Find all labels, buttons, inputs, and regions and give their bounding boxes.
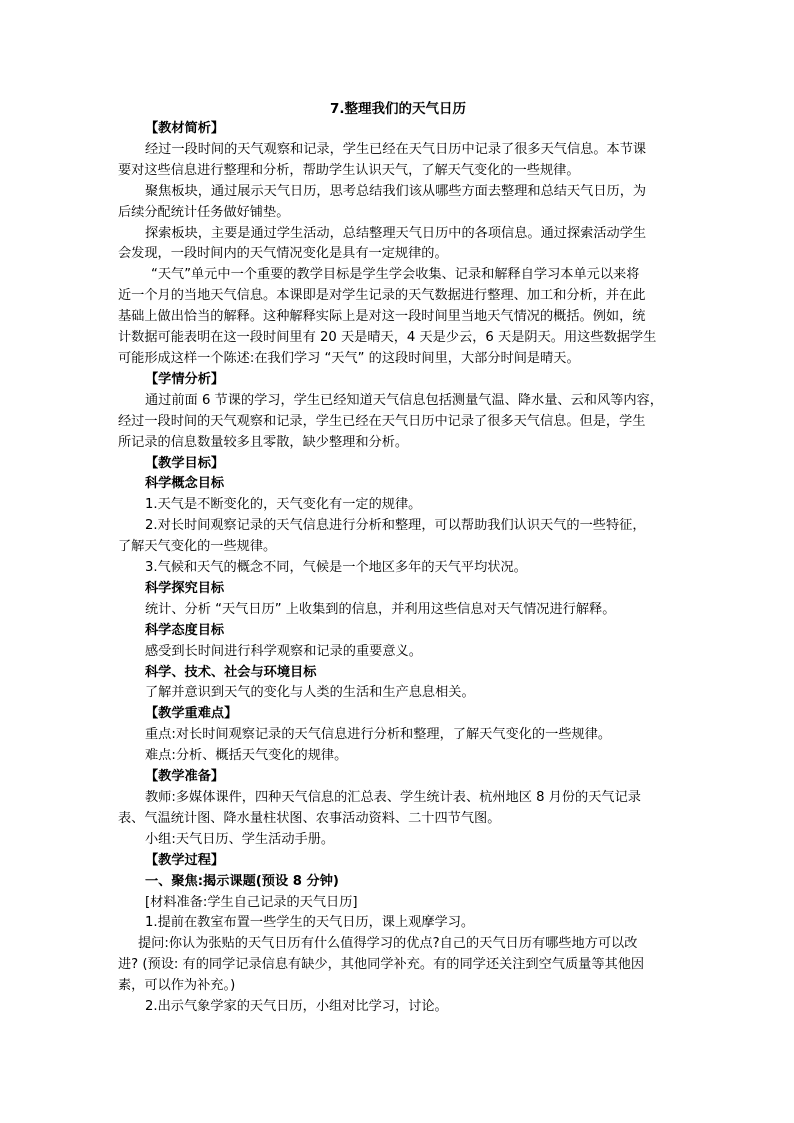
paragraph-line: 教师:多媒体课件，四种天气信息的汇总表、学生统计表、杭州地区 8 月份的天气记录: [145, 790, 641, 805]
paragraph-line: 难点:分析、概括天气变化的规律。: [145, 748, 348, 764]
document-body: [118, 119, 678, 1018]
paragraph: [118, 788, 678, 830]
document-content: [118, 99, 678, 1018]
paragraph-line: 基础上做出恰当的解释。这种解释实际上是对这一段时间里当地天气情况的概括。例如，统: [118, 309, 646, 325]
paragraph: [118, 182, 678, 224]
paragraph-line: 会发现，一段时间内的天气情况变化是具有一定规律的。: [118, 246, 448, 262]
paragraph-line: 所记录的信息数量较多且零散，缺少整理和分析。: [118, 434, 409, 450]
paragraph-line: 感受到长时间进行科学观察和记录的重要意义。: [145, 643, 422, 659]
paragraph-line: 探索板块，主要是通过学生活动，总结整理天气日历中的各项信息。通过探索活动学生: [145, 225, 647, 241]
paragraph-line: 【教学过程】: [145, 852, 225, 868]
paragraph-line: “天气”单元中一个重要的教学目标是学生学会收集、记录和解释自学习本单元以来将: [151, 267, 640, 283]
paragraph: [118, 913, 678, 934]
paragraph-line: 小组:天气日历、学生活动手册。: [145, 831, 335, 847]
paragraph-line: 了解并意识到天气的变化与人类的生活和生产息息相关。: [145, 685, 475, 701]
paragraph-line: 经过一段时间的天气观察和记录，学生已经在天气日历中记录了很多天气信息。但是，学生: [118, 413, 646, 429]
section-heading: [118, 474, 678, 495]
paragraph-line: 3.气候和天气的概念不同，气候是一个地区多年的天气平均状况。: [145, 560, 527, 576]
paragraph-line: 科学态度目标: [145, 622, 225, 638]
section-heading: [118, 872, 678, 893]
section-heading: [118, 621, 678, 642]
section-heading: [118, 454, 678, 475]
section-heading: [118, 370, 678, 391]
paragraph-line: 一、聚焦:揭示课题(预设 8 分钟): [145, 873, 339, 889]
paragraph: [118, 516, 678, 558]
paragraph: [118, 391, 678, 454]
paragraph-line: 进? (预设: 有的同学记录信息有缺少，其他同学补充。有的同学还关注到空气质量等其他因: [118, 957, 645, 973]
paragraph: [118, 830, 678, 851]
paragraph-line: 后续分配统计任务做好铺垫。: [118, 204, 290, 220]
paragraph: [118, 642, 678, 663]
paragraph: [118, 683, 678, 704]
paragraph: [118, 224, 678, 266]
paragraph-line: 1.提前在教室布置一些学生的天气日历，课上观摩学习。: [145, 915, 475, 931]
paragraph-line: 素，可以作为补充。): [118, 978, 236, 994]
document-title: 7.整理我们的天气日历: [329, 101, 467, 117]
paragraph-line: 科学概念目标: [145, 476, 225, 492]
paragraph-line: 经过一段时间的天气观察和记录，学生已经在天气日历中记录了很多天气信息。本节课: [145, 141, 647, 157]
section-heading: [118, 579, 678, 600]
paragraph-line: 了解天气变化的一些规律。: [118, 539, 277, 555]
paragraph-line: 要对这些信息进行整理和分析，帮助学生认识天气，了解天气变化的一些规律。: [118, 162, 580, 178]
paragraph-line: 提问:你认为张贴的天气日历有什么值得学习的优点?自己的天气日历有哪些地方可以改: [138, 936, 638, 952]
section-heading: [118, 704, 678, 725]
paragraph: [118, 265, 678, 370]
paragraph-line: 计数据可能表明在这一段时间里有 20 天是晴天，4 天是少云，6 天是阴天。用这些数据学生: [118, 330, 657, 346]
paragraph-line: 科学探究目标: [145, 580, 225, 596]
paragraph-line: 聚焦板块，通过展示天气日历，思考总结我们该从哪些方面去整理和总结天气日历，为: [145, 183, 647, 199]
paragraph-line: 【教学准备】: [145, 769, 225, 785]
paragraph-line: 1.天气是不断变化的，天气变化有一定的规律。: [145, 497, 422, 513]
paragraph-line: 科学、技术、社会与环境目标: [145, 664, 317, 680]
paragraph-line: 2.出示气象学家的天气日历，小组对比学习，讨论。: [145, 999, 448, 1015]
paragraph-line: 【教学目标】: [145, 455, 225, 471]
paragraph-line: 【教学重难点】: [145, 706, 238, 722]
paragraph-line: 通过前面 6 节课的学习，学生已经知道天气信息包括测量气温、降水量、云和风等内容，: [145, 392, 663, 408]
section-heading: [118, 663, 678, 684]
paragraph-line: 重点:对长时间观察记录的天气信息进行分析和整理，了解天气变化的一些规律。: [145, 727, 612, 743]
paragraph-line: 表、气温统计图、降水量柱状图、农事活动资料、二十四节气图。: [118, 810, 501, 826]
paragraph: [118, 934, 678, 997]
paragraph: [118, 893, 678, 914]
paragraph: [118, 997, 678, 1018]
paragraph: [118, 558, 678, 579]
paragraph-line: 统计、分析 “天气日历” 上收集到的信息，并利用这些信息对天气情况进行解释。: [145, 601, 616, 617]
paragraph-line: [材料准备:学生自己记录的天气日历]: [145, 894, 358, 910]
paragraph-line: 【学情分析】: [145, 371, 225, 387]
section-heading: [118, 851, 678, 872]
paragraph: [118, 495, 678, 516]
paragraph-line: 【教材简析】: [145, 121, 225, 136]
section-heading: [118, 767, 678, 788]
paragraph: [118, 746, 678, 767]
paragraph-line: 2.对长时间观察记录的天气信息进行分析和整理，可以帮助我们认识天气的一些特征，: [145, 518, 646, 534]
paragraph: [118, 725, 678, 746]
paragraph: [118, 140, 678, 182]
section-heading: [118, 119, 678, 140]
paragraph-line: 可能形成这样一个陈述:在我们学习 “天气” 的这段时间里，大部分时间是晴天。: [118, 350, 580, 366]
paragraph-line: 近一个月的当地天气信息。本课即是对学生记录的天气数据进行整理、加工和分析，并在此: [118, 288, 646, 304]
paragraph: [118, 600, 678, 621]
